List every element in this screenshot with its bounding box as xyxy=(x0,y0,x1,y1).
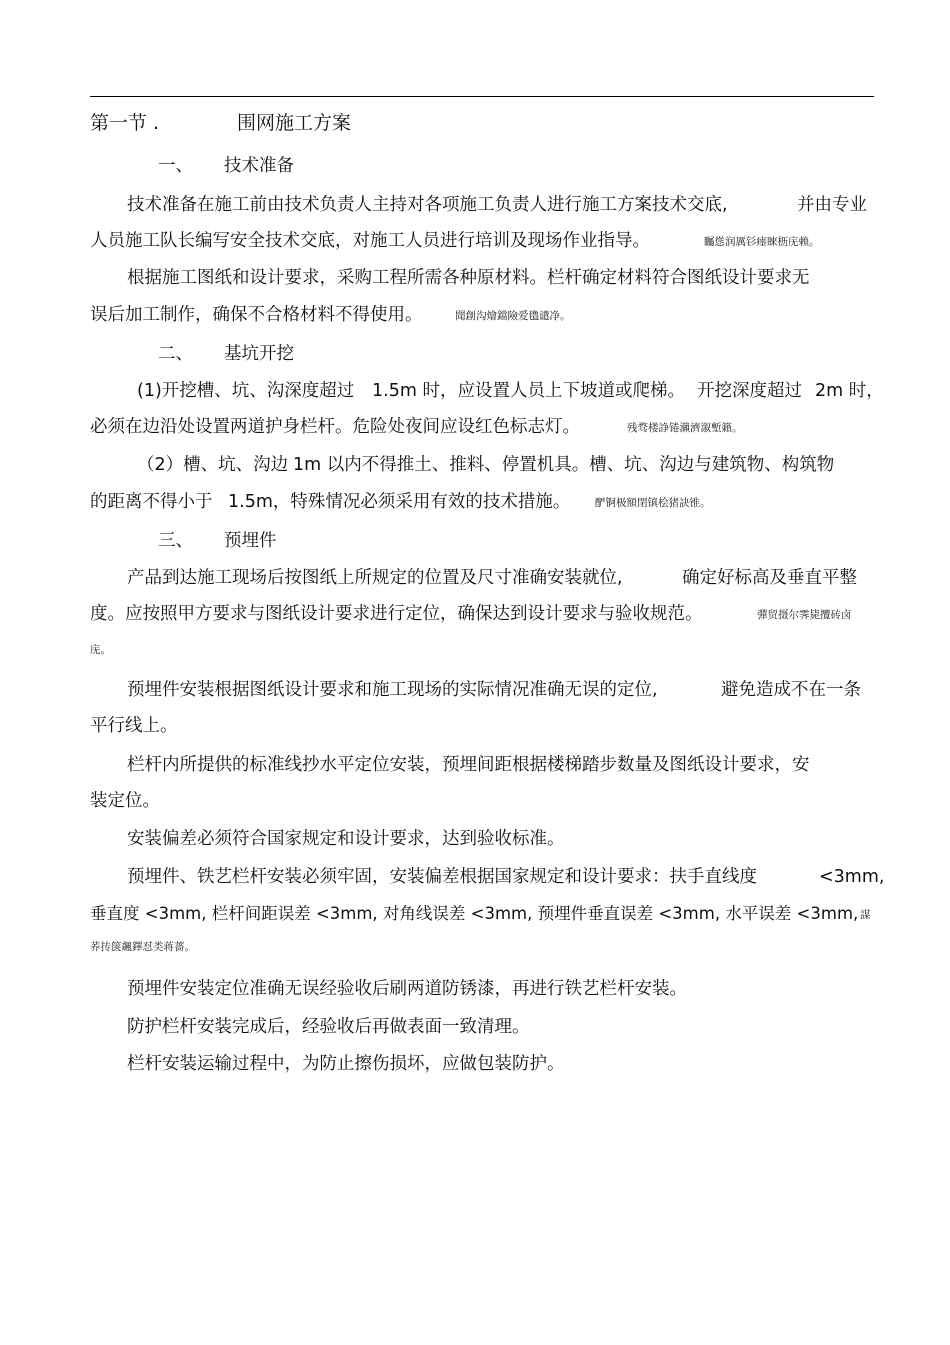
text-segment: 开挖深度超过 xyxy=(697,381,802,401)
noise-text: 聞創沟燴鐺險爱氇谴净。 xyxy=(455,310,571,322)
text-segment: 的距离不得小于 xyxy=(90,492,213,512)
heading-3-number: 三、 xyxy=(158,531,193,551)
text-segment: 技术准备在施工前由技术负责人主持对各项施工负责人进行施工方案技术交底, xyxy=(127,195,728,215)
text-segment: (1)开挖槽、坑、沟深度超过 xyxy=(137,381,355,401)
heading-2-number: 二、 xyxy=(158,344,193,364)
text-segment: 预埋件、铁艺栏杆安装必须牢固，安装偏差根据国家规定和设计要求：扶手直线度 xyxy=(127,867,757,887)
text-segment: 平行线上。 xyxy=(90,716,178,736)
text-segment: 垂直度 <3mm, 栏杆间距误差 <3mm, 对角线误差 <3mm, 预埋件垂直误差 <3mm, 水平误差 <3mm, xyxy=(90,904,859,923)
text-segment: 1.5m，特殊情况必须采用有效的技术措施。 xyxy=(228,492,571,512)
text-segment: 栏杆安装运输过程中，为防止擦伤损坏，应做包装防护。 xyxy=(127,1054,565,1074)
text-segment: 误后加工制作，确保不合格材料不得使用。 xyxy=(90,305,423,325)
text-segment: 根据施工图纸和设计要求，采购工程所需各种原材料。栏杆确定材料符合图纸设计要求无 xyxy=(127,268,810,288)
text-segment: <3mm, xyxy=(819,867,885,887)
heading-2-text: 基坑开挖 xyxy=(224,344,294,364)
text-segment: 确定好标高及垂直平整 xyxy=(682,568,857,588)
text-segment: 避免造成不在一条 xyxy=(721,680,861,700)
text-segment: （2）槽、坑、沟边 xyxy=(137,455,289,475)
section-title: 围网施工方案 xyxy=(237,112,352,134)
text-segment: 并由专业 xyxy=(797,195,867,215)
noise-text: 庑。 xyxy=(90,644,111,656)
text-segment: 安装偏差必须符合国家规定和设计要求，达到验收标准。 xyxy=(127,829,565,849)
noise-text: 彈贸摄尔霁毙攬砖卤 xyxy=(757,609,852,621)
text-segment: 预埋件安装根据图纸设计要求和施工现场的实际情况准确无误的定位, xyxy=(127,680,658,700)
text-segment: 人员施工队长编写安全技术交底，对施工人员进行培训及现场作业指导。 xyxy=(90,231,650,251)
text-segment: 预埋件安装定位准确无误经验收后刷两道防锈漆，再进行铁艺栏杆安装。 xyxy=(127,979,687,999)
heading-1-number: 一、 xyxy=(158,156,193,176)
heading-3-text: 预埋件 xyxy=(224,531,277,551)
text-segment: 度。应按照甲方要求与图纸设计要求进行定位，确保达到设计要求与验收规范。 xyxy=(90,604,703,624)
text-segment: 必须在边沿处设置两道护身栏杆。危险处夜间应设红色标志灯。 xyxy=(90,417,580,437)
text-segment: 1m 以内不得推土、推料、停置机具。槽、坑、沟边与建筑物、构筑物 xyxy=(293,455,835,475)
header-rule xyxy=(90,96,874,97)
noise-text: 荞抟箧飆鐸怼类蒋薔。 xyxy=(90,941,195,953)
text-segment: 产品到达施工现场后按图纸上所规定的位置及尺寸准确安装就位, xyxy=(127,568,623,588)
text-segment: 栏杆内所提供的标准线抄水平定位安装，预埋间距根据楼梯踏步数量及图纸设计要求，安 xyxy=(127,755,810,775)
section-number: 第一节 . xyxy=(90,112,160,134)
noise-text: 酽锕极額閉镇桧猪訣锥。 xyxy=(595,497,711,509)
noise-text: 矚慫润厲钐瘗睞枥庑赖。 xyxy=(704,236,820,248)
text-segment: 2m 时， xyxy=(815,381,884,401)
text-segment: 装定位。 xyxy=(90,791,160,811)
text-segment: 1.5m 时，应设置人员上下坡道或爬梯。 xyxy=(372,381,685,401)
heading-1-text: 技术准备 xyxy=(224,156,294,176)
text-segment: 防护栏杆安装完成后，经验收后再做表面一致清理。 xyxy=(127,1017,530,1037)
noise-text: 謀 xyxy=(860,909,871,921)
noise-text: 残骛楼諍锩瀨濟溆塹籟。 xyxy=(627,422,743,434)
